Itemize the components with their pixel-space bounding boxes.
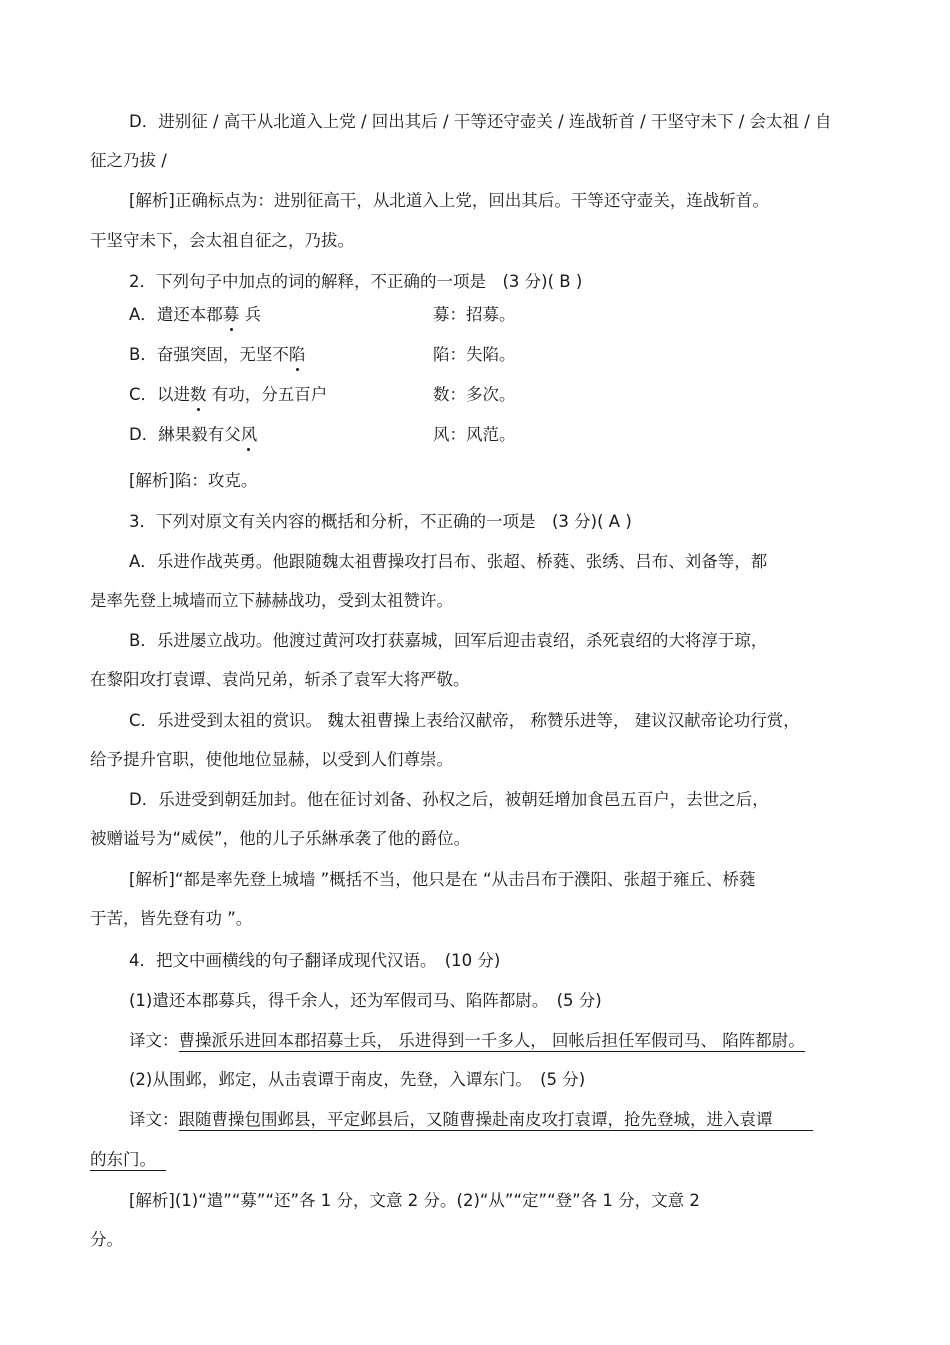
translation-label: 译文： — [129, 1031, 179, 1050]
q3-analysis-line1: [解析]“都是率先登上城墙 ”概括不当，他只是在 “从击吕布于濮阳、张超于雍丘、桥蕤 — [129, 870, 756, 889]
q4-analysis-line2: 分。 — [90, 1230, 123, 1249]
option-text-post: 有功，分五百户 — [206, 385, 328, 404]
translation-underlined-text: 曹操派乐进回本郡招募士兵， 乐进得到一千多人， 回帐后担任军假司马、 陷阵都尉。 — [178, 1031, 805, 1050]
underline-fill — [773, 1112, 813, 1131]
q2-option-c — [129, 384, 327, 406]
q2-option-c-gloss: 数：多次。 — [433, 385, 516, 404]
q1-analysis-line1: [解析]正确标点为：进别征高干，从北道入上党，回出其后。干等还守壶关，连战斩首。 — [129, 191, 769, 210]
q2-option-b — [129, 344, 305, 366]
q1-option-d-line2: 征之乃拔 / — [90, 151, 167, 170]
q2-option-a-gloss: 募：招募。 — [433, 305, 516, 324]
q3-option-a-line2: 是率先登上城墙而立下赫赫战功，受到太祖赞许。 — [90, 591, 453, 610]
q2-stem: 2．下列句子中加点的词的解释，不正确的一项是 (3 分)( B ) — [129, 272, 583, 291]
q2-analysis: [解析]陷：攻克。 — [129, 471, 258, 490]
dotted-word: 数 — [190, 385, 207, 404]
dotted-word: 陷 — [288, 345, 306, 364]
q4-analysis-line1: [解析](1)“遣”“募”“还”各 1 分，文意 2 分。(2)“从”“定”“登”各 1 分，文意 2 — [129, 1191, 700, 1210]
translation-underlined-text: 的东门。 — [90, 1150, 156, 1169]
q4-sentence-2: (2)从围邺，邺定，从击袁谭于南皮，先登，入谭东门。 (5 分) — [129, 1070, 586, 1089]
q4-translation-1 — [129, 1030, 805, 1052]
q3-option-a-line1: A．乐进作战英勇。他跟随魏太祖曹操攻打吕布、张超、桥蕤、张绣、吕布、刘备等，都 — [129, 552, 768, 571]
q3-option-d-line1: D．乐进受到朝廷加封。他在征讨刘备、孙权之后，被朝廷增加食邑五百户，去世之后， — [129, 790, 769, 809]
q2-option-b-gloss: 陷：失陷。 — [433, 345, 516, 364]
q3-stem: 3．下列对原文有关内容的概括和分析，不正确的一项是 (3 分)( A ) — [129, 512, 632, 531]
q2-option-d — [129, 424, 257, 446]
q3-option-b-line2: 在黎阳攻打袁谭、袁尚兄弟，斩杀了袁军大将严敬。 — [90, 670, 470, 689]
q2-option-a — [129, 304, 261, 326]
q4-sentence-1: (1)遣还本郡募兵，得千余人，还为军假司马、陷阵都尉。 (5 分) — [129, 991, 602, 1010]
option-text-pre: B．奋强突固，无坚不 — [129, 345, 289, 364]
option-text-pre: D．綝果毅有父 — [129, 425, 241, 444]
q3-option-c-line1: C．乐进受到太祖的赏识。 魏太祖曹操上表给汉献帝， 称赞乐进等， 建议汉献帝论功行赏， — [129, 711, 800, 730]
underline-fill — [156, 1152, 166, 1171]
q3-analysis-line2: 于苦，皆先登有功 ”。 — [90, 909, 253, 928]
option-text-pre: A．遣还本郡 — [129, 305, 223, 324]
dotted-word: 风 — [240, 425, 258, 444]
dotted-word: 募 — [222, 305, 240, 324]
q4-translation-2-line1 — [129, 1109, 813, 1131]
q3-option-b-line1: B．乐进屡立战功。他渡过黄河攻打获嘉城，回军后迎击袁绍，杀死袁绍的大将淳于琼， — [129, 631, 768, 650]
q1-option-d-line1: D．进别征 / 高干从北道入上党 / 回出其后 / 干等还守壶关 / 连战斩首 / 干坚守未下 / 会太祖 / 自 — [129, 112, 832, 131]
translation-underlined-text: 跟随曹操包围邺县，平定邺县后，又随曹操赴南皮攻打袁谭，抢先登城，进入袁谭 — [178, 1110, 773, 1129]
option-text-pre: C．以进 — [129, 385, 191, 404]
q3-option-d-line2: 被赠谥号为“威侯”，他的儿子乐綝承袭了他的爵位。 — [90, 829, 471, 848]
q4-translation-2-line2 — [90, 1149, 166, 1171]
q1-analysis-line2: 干坚守未下，会太祖自征之，乃拔。 — [90, 231, 354, 250]
q3-option-c-line2: 给予提升官职，使他地位显赫，以受到人们尊崇。 — [90, 750, 453, 769]
translation-label: 译文： — [129, 1110, 179, 1129]
option-text-post: 兵 — [239, 305, 262, 324]
q2-option-d-gloss: 风：风范。 — [433, 425, 516, 444]
q4-stem: 4．把文中画横线的句子翻译成现代汉语。 (10 分) — [129, 951, 501, 970]
